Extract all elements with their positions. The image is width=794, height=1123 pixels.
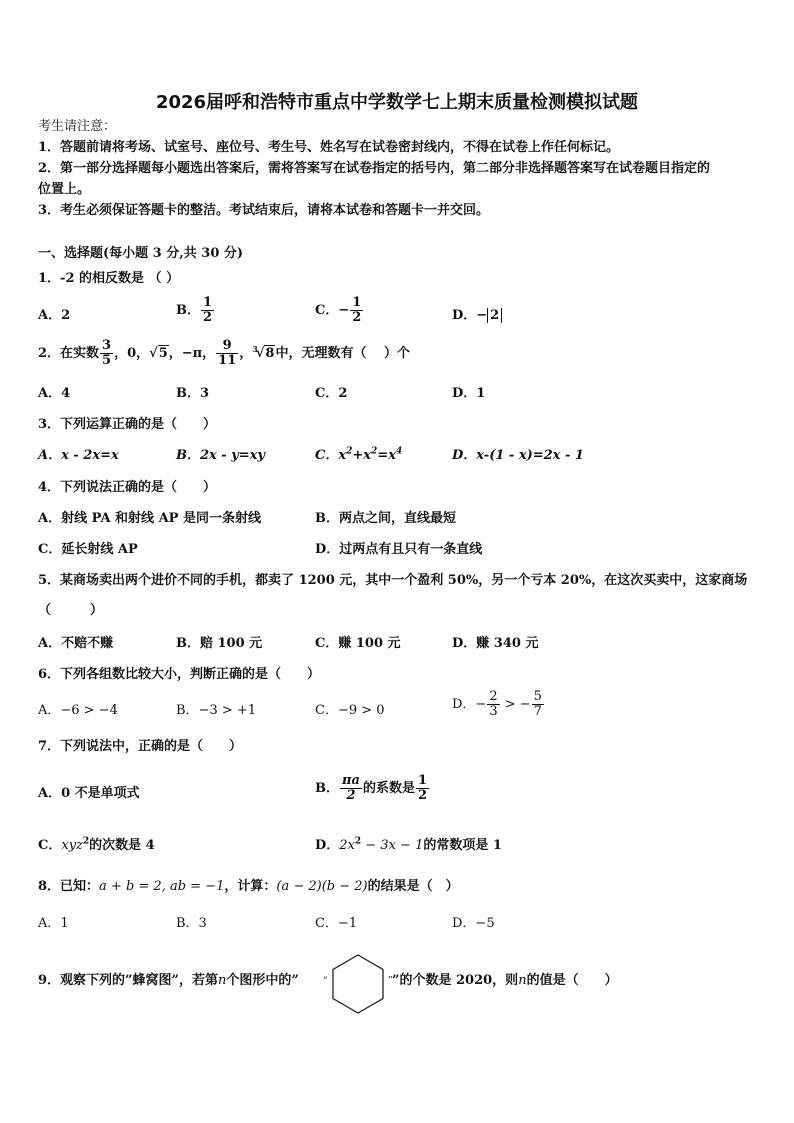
notice-heading: 考生请注意： — [38, 119, 117, 134]
q1-option-c: C．− $\frac{1}{2}$ — [315, 295, 362, 325]
fraction: $\frac{3}{5}$ — [102, 338, 112, 368]
fraction: $\frac{1}{2}$ — [203, 295, 213, 325]
fraction: $\frac{9}{11}$ — [218, 338, 237, 368]
section-heading: 一、选择题(每小题 3 分,共 30 分) — [38, 246, 244, 261]
q4-option-b: B．两点之间，直线最短 — [315, 511, 456, 526]
q2-option-d: D．1 — [452, 386, 486, 401]
q3-stem: 3．下列运算正确的是（ ） — [38, 417, 217, 432]
q4-stem: 4．下列说法正确的是（ ） — [38, 480, 217, 495]
q4-option-c: C．延长射线 AP — [38, 542, 138, 557]
q6-stem: 6．下列各组数比较大小，判断正确的是（ ） — [38, 667, 321, 682]
fraction: $\frac{1}{2}$ — [417, 773, 428, 803]
q9-quote-left: “ — [323, 976, 328, 986]
q5-option-d: D．赚 340 元 — [452, 636, 539, 651]
q1-stem: 1．-2 的相反数是 （ ） — [38, 271, 180, 286]
fraction: $\frac{2}{3}$ — [489, 689, 498, 719]
q8-option-c: C．−1 — [315, 916, 358, 931]
q1-option-d: D．− 2 — [452, 308, 502, 324]
q2-option-b: B．3 — [176, 386, 210, 401]
notice-item-3: 3．考生必须保证答题卡的整洁。考试结束后，请将本试卷和答题卡一并交回。 — [38, 203, 490, 218]
fraction: $\frac{\pi a}{2}$ — [342, 773, 360, 803]
q7-option-d: D．$2x^2 - 3x - 1$的常数项是 1 — [315, 836, 502, 853]
q5-stem: 5．某商场卖出两个进价不同的手机，都卖了 1200 元，其中一个盈利 50%，另一个亏本 20%，在这次买卖中，这家商场 — [38, 573, 748, 588]
q3-option-d: D．x-(1 - x)=2x - 1 — [452, 448, 584, 463]
q5-option-a: A．不赔不赚 — [38, 636, 114, 651]
q4-option-d: D．过两点有且只有一条直线 — [315, 542, 483, 557]
q3-option-a: A．x - 2x=x — [38, 448, 119, 463]
q9-stem: 9．观察下列的”蜂窝图”，若第n个图形中的” — [38, 973, 299, 988]
q9-stem-end: ”的个数是 2020，则n的值是（ ） — [392, 973, 618, 988]
notice-item-2-cont: 位置上。 — [38, 182, 91, 197]
notice-item-2: 2．第一部分选择题每小题选出答案后，需将答案写在试卷指定的括号内，第二部分非选择题答案写在试卷题目指定的 — [38, 161, 711, 176]
q1-option-b: B． $\frac{1}{2}$ — [176, 295, 213, 325]
hexagon-icon — [330, 953, 386, 1015]
q2-option-a: A．4 — [38, 386, 71, 401]
q3-option-c: C．$x^2+x^2=x^4$ — [315, 446, 403, 463]
notice-item-1: 1．答题前请将考场、试室号、座位号、考生号、姓名写在试卷密封线内，不得在试卷上作任何标记。 — [38, 140, 620, 155]
q6-option-b: B．−3 > +1 — [176, 703, 257, 718]
q7-option-c: C．xyz$^2$的次数是 4 — [38, 836, 155, 853]
q3-option-b: B．2x - y=xy — [176, 448, 265, 463]
q8-option-b: B．3 — [176, 916, 207, 931]
q9-quote-right: ” — [388, 976, 393, 986]
q6-option-a: A．−6 > −4 — [38, 703, 118, 718]
q7-option-a: A．0 不是单项式 — [38, 786, 140, 801]
page-title: 2026届呼和浩特市重点中学数学七上期末质量检测模拟试题 — [155, 92, 639, 113]
q8-stem: 8．已知：a + b = 2, ab = −1，计算：(a − 2)(b − 2)的结果是（ ） — [38, 879, 459, 894]
q4-option-a: A．射线 PA 和射线 AP 是同一条射线 — [38, 511, 261, 526]
fraction: $\frac{5}{7}$ — [533, 689, 542, 719]
q8-option-a: A．1 — [38, 916, 69, 931]
q2-stem: 2．在实数 $\frac{3}{5}$ ，0，√5，−π， $\frac{9}{11}$ ，$^3$√8中，无理数有（ ）个 — [38, 338, 410, 368]
q8-option-d: D．−5 — [452, 916, 495, 931]
q5-option-c: C．赚 100 元 — [315, 636, 401, 651]
q5-paren: （ ） — [38, 603, 104, 618]
q5-option-b: B．赔 100 元 — [176, 636, 263, 651]
fraction: $\frac{1}{2}$ — [352, 295, 362, 325]
q6-option-d: D．− $\frac{2}{3}$ > − $\frac{5}{7}$ — [452, 689, 542, 719]
q2-option-c: C．2 — [315, 386, 348, 401]
q7-option-b: B． $\frac{\pi a}{2}$ 的系数是 $\frac{1}{2}$ — [315, 773, 428, 803]
q7-stem: 7．下列说法中，正确的是（ ） — [38, 739, 243, 754]
q1-option-a: A．2 — [38, 308, 71, 323]
q6-option-c: C．−9 > 0 — [315, 703, 385, 718]
